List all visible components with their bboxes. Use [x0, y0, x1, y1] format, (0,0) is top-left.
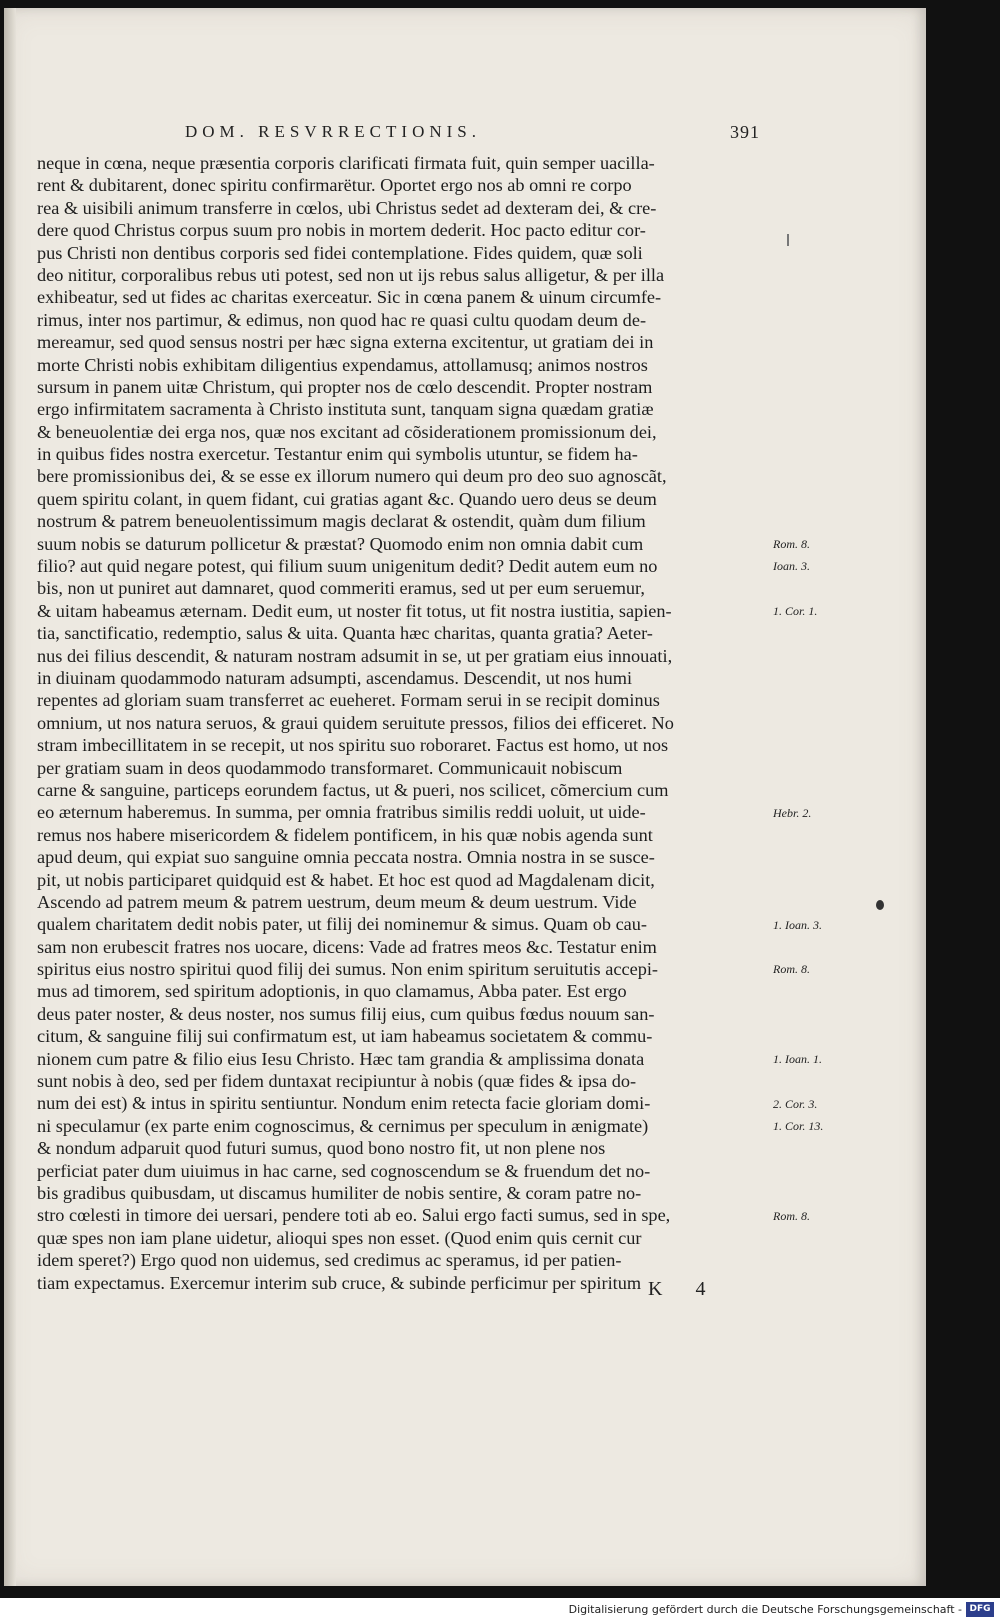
- text-line: rent & dubitarent, donec spiritu confirmarëtur. Oportet ergo nos ab omni re corpo: [37, 175, 632, 196]
- text-line: rea & uisibili animum transferre in cœlos, ubi Christus sedet ad dexteram dei, & cre-: [37, 197, 657, 218]
- margin-mark: [787, 234, 789, 246]
- dfg-logo: DFG: [966, 1602, 994, 1617]
- text-line: tiam expectamus. Exercemur interim sub cruce, & subinde perficimur per spiritum: [37, 1272, 642, 1293]
- text-line: pus Christi non dentibus corporis sed fidei contemplatione. Fides quidem, quæ soli: [37, 242, 643, 263]
- body-text: [37, 152, 797, 1294]
- text-line: sam non erubescit fratres nos uocare, dicens: Vade ad fratres meos &c. Testatur enim: [37, 936, 657, 957]
- text-line: per gratiam suam in deos quodammodo transformaret. Communicauit nobiscum: [37, 757, 623, 778]
- text-line: mus ad timorem, sed spiritum adoptionis, in quo clamamus, Abba pater. Est ergo: [37, 981, 627, 1002]
- text-line: sursum in panem uitæ Christum, qui propter nos de cœlo descendit. Propter nostram: [37, 376, 653, 397]
- text-line: nionem cum patre & filio eius Iesu Christo. Hæc tam grandia & amplissima donata: [37, 1048, 645, 1069]
- margin-note: 1. Ioan. 1.: [773, 1052, 822, 1066]
- text-line: mereamur, sed quod sensus nostri per hæc signa externa excitentur, ut gratiam dei in: [37, 332, 654, 353]
- running-head: DOM. RESVRRECTIONIS.: [185, 122, 481, 141]
- text-line: perficiat pater dum uiuimus in hac carne, sed cognoscendum se & fruendum det no-: [37, 1160, 651, 1181]
- text-line: & beneuolentiæ dei erga nos, quæ nos excitant ad cõsiderationem promissionum dei,: [37, 421, 657, 442]
- text-line: num dei est) & intus in spiritu sentiuntur. Nondum enim retecta facie gloriam domi-: [37, 1093, 651, 1114]
- text-line: ergo infirmitatem sacramenta à Christo instituta sunt, tanquam signa quædam gratiæ: [37, 399, 654, 420]
- text-line: exhibeatur, sed ut fides ac charitas exerceatur. Sic in cœna panem & uinum circumfe-: [37, 287, 662, 308]
- text-line: & uitam habeamus æternam. Dedit eum, ut noster fit totus, ut fit nostra iustitia, sapien-: [37, 600, 672, 621]
- text-line: rimus, inter nos partimur, & edimus, non quod hac re quasi cultu quodam deum de-: [37, 309, 647, 330]
- text-line: filio? aut quid negare potest, qui filium suum unigenitum dedit? Dedit autem eum no: [37, 556, 658, 577]
- text-line: deo nititur, corporalibus rebus uti potest, sed non ut ijs rebus salus alligetur, & per illa: [37, 264, 665, 285]
- text-line: Ascendo ad patrem meum & patrem uestrum, deum meum & deum uestrum. Vide: [37, 891, 637, 912]
- text-line: remus nos habere misericordem & fidelem pontificem, in his quæ nobis agenda sunt: [37, 824, 653, 845]
- signature-mark: K 4: [648, 1278, 720, 1300]
- text-line: ni speculamur (ex parte enim cognoscimus, & cernimus per speculum in ænigmate): [37, 1115, 649, 1136]
- text-line: repentes ad gloriam suam transferret ac eueheret. Formam serui in se recipit dominus: [37, 690, 660, 711]
- text-line: in diuinam quodammodo naturam adsumpti, ascendamus. Descendit, ut nos humi: [37, 667, 633, 688]
- text-line: citum, & sanguine filij sui confirmatum est, ut iam habeamus societatem & commu-: [37, 1026, 653, 1047]
- text-line: bere promissionibus dei, & se esse ex illorum numero qui deum pro deo suo agnoscãt,: [37, 466, 667, 487]
- text-line: pit, ut nobis participaret quidquid est & habet. Et hoc est quod ad Magdalenam dicit,: [37, 869, 655, 890]
- text-line: nus dei filius descendit, & naturam nostram adsumit in se, ut per gratiam eius innouati,: [37, 645, 673, 666]
- margin-note: 1. Cor. 13.: [773, 1119, 824, 1134]
- text-line: bis, non ut puniret aut damnaret, quod commeriti eramus, sed ut per eum seruemur,: [37, 578, 645, 599]
- text-line: stram imbecillitatem in se recepit, ut nos spiritu suo roboraret. Factus est homo, ut nos: [37, 735, 669, 756]
- text-line: omnium, ut nos natura seruos, & graui quidem seruitute pressos, filios dei efficeret. No: [37, 712, 674, 733]
- text-line: apud deum, qui expiat suo sanguine omnia peccata nostra. Omnia nostra in se susce-: [37, 847, 655, 868]
- text-line: qualem charitatem dedit nobis pater, ut filij dei nominemur & simus. Quam ob cau-: [37, 914, 648, 935]
- text-line: neque in cœna, neque præsentia corporis clarificati firmata fuit, quin semper uacilla-: [37, 153, 655, 173]
- text-line: quem spiritu colant, in quem fidant, cui gratias agant &c. Quando uero deus se deum: [37, 488, 657, 509]
- margin-note: Rom. 8.: [773, 962, 810, 977]
- margin-note: Hebr. 2.: [773, 805, 812, 820]
- text-line: & nondum adparuit quod futuri sumus, quod bono nostro fit, ut non plene nos: [37, 1138, 606, 1159]
- text-line: nostrum & patrem beneuolentissimum magis declarat & ostendit, quàm dum filium: [37, 511, 646, 532]
- text-line: eo æternum haberemus. In summa, per omnia fratribus similis reddi uoluit, ut uide-: [37, 802, 646, 823]
- text-line: suum nobis se daturum pollicetur & præstat? Quomodo enim non omnia dabit cum: [37, 533, 644, 554]
- footer-bar: [0, 1598, 1000, 1622]
- text-line: tia, sanctificatio, redemptio, salus & uita. Quanta hæc charitas, quanta gratia? Aeter-: [37, 623, 653, 644]
- text-line: dere quod Christus corpus suum pro nobis in mortem dederit. Hoc pacto editur cor-: [37, 220, 646, 241]
- funding-credit: Digitalisierung gefördert durch die Deutsche Forschungsgemeinschaft -: [568, 1603, 962, 1616]
- text-line: sunt nobis à deo, sed per fidem duntaxat recipiuntur à nobis (quæ fides & ipsa do-: [37, 1071, 637, 1092]
- text-line: idem speret?) Ergo quod non uidemus, sed credimus ac speramus, id per patien-: [37, 1250, 622, 1271]
- margin-note: Rom. 8.: [773, 1208, 810, 1223]
- page-gutter-edge: [4, 8, 16, 1586]
- margin-note: Rom. 8.: [773, 536, 810, 551]
- text-line: bis gradibus quibusdam, ut discamus humiliter de nobis sentire, & coram patre no-: [37, 1182, 642, 1203]
- margin-note: 1. Cor. 1.: [773, 604, 818, 618]
- text-line: stro cœlesti in timore dei uersari, pendere toti ab eo. Salui ergo facti sumus, sed in spe,: [37, 1205, 671, 1226]
- ink-blot: [876, 900, 884, 910]
- page-header: [185, 122, 760, 144]
- margin-note: 2. Cor. 3.: [773, 1096, 818, 1111]
- margin-note: 1. Ioan. 3.: [773, 917, 822, 932]
- text-line: in quibus fides nostra exercetur. Testantur enim qui symbolis utuntur, se fidem ha-: [37, 444, 638, 465]
- page-number: 391: [730, 122, 760, 142]
- margin-note: Ioan. 3.: [773, 559, 810, 574]
- text-line: spiritus eius nostro spiritui quod filij dei sumus. Non enim spiritum seruitutis accepi-: [37, 959, 659, 980]
- text-line: quæ spes non iam plane uidetur, alioqui spes non esset. (Quod enim quis cernit cur: [37, 1227, 642, 1248]
- text-line: morte Christi nobis exhibitam diligentius expendamus, attollamusq; animos nostros: [37, 354, 648, 375]
- text-line: carne & sanguine, particeps eorundem factus, ut & pueri, nos scilicet, cõmercium cum: [37, 779, 669, 800]
- text-line: deus pater noster, & deus noster, nos sumus filij eius, cum quibus fœdus nouum san-: [37, 1003, 655, 1024]
